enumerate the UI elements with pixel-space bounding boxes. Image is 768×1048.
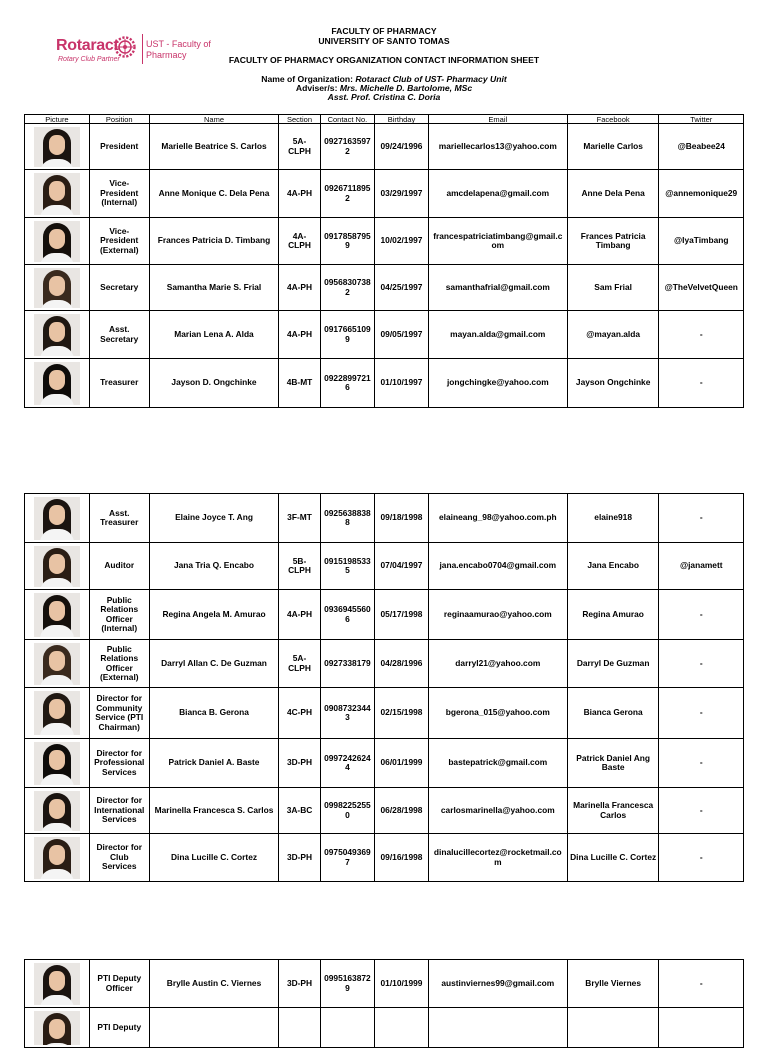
position-cell: Public Relations Officer (Internal) bbox=[89, 590, 149, 640]
facebook-cell[interactable]: Jayson Ongchinke bbox=[567, 359, 659, 408]
name-cell: Regina Angela M. Amurao bbox=[149, 590, 279, 640]
email-cell[interactable]: mariellecarlos13@yahoo.com bbox=[428, 124, 567, 170]
table-row bbox=[25, 960, 744, 1008]
position-cell: Director for Club Services bbox=[89, 834, 149, 882]
birthday-cell: 06/28/1998 bbox=[375, 788, 429, 834]
member-photo bbox=[34, 742, 80, 785]
birthday-cell: 02/15/1998 bbox=[375, 688, 429, 739]
section-cell: 4A-CLPH bbox=[279, 218, 320, 265]
email-cell[interactable]: dinalucillecortez@rocketmail.com bbox=[428, 834, 567, 882]
facebook-cell[interactable]: Regina Amurao bbox=[567, 590, 659, 640]
column-header: Contact No. bbox=[320, 115, 375, 124]
contact-cell: 09256388388 bbox=[320, 494, 375, 543]
twitter-cell[interactable]: @janamett bbox=[659, 543, 744, 590]
twitter-cell: - bbox=[659, 834, 744, 882]
table-row bbox=[25, 1008, 744, 1048]
contact-cell: 09178587959 bbox=[320, 218, 375, 265]
picture-cell bbox=[25, 590, 90, 640]
adviser-line-2 bbox=[0, 93, 768, 102]
table-row bbox=[25, 739, 744, 788]
name-cell: Marielle Beatrice S. Carlos bbox=[149, 124, 279, 170]
picture-cell bbox=[25, 739, 90, 788]
section-cell: 3D-PH bbox=[279, 739, 320, 788]
birthday-cell: 09/18/1998 bbox=[375, 494, 429, 543]
column-header: Twitter bbox=[659, 115, 744, 124]
contact-cell: 0927338179 bbox=[320, 640, 375, 688]
section-cell: 4A-PH bbox=[279, 265, 320, 311]
facebook-cell[interactable]: @mayan.alda bbox=[567, 311, 659, 359]
member-photo bbox=[34, 691, 80, 735]
birthday-cell: 04/28/1996 bbox=[375, 640, 429, 688]
email-cell[interactable]: austinviernes99@gmail.com bbox=[428, 960, 567, 1008]
org-name-label: Name of Organization: bbox=[261, 74, 353, 84]
picture-cell bbox=[25, 640, 90, 688]
member-photo bbox=[34, 791, 80, 831]
member-photo bbox=[34, 362, 80, 405]
facebook-cell[interactable]: Marielle Carlos bbox=[567, 124, 659, 170]
birthday-cell: 01/10/1997 bbox=[375, 359, 429, 408]
contact-cell: 09982252550 bbox=[320, 788, 375, 834]
contact-cell: 09271635972 bbox=[320, 124, 375, 170]
photo-face bbox=[49, 750, 65, 770]
birthday-cell bbox=[375, 1008, 429, 1048]
name-cell: Bianca B. Gerona bbox=[149, 688, 279, 739]
photo-face bbox=[49, 181, 65, 201]
contact-cell: 09087323443 bbox=[320, 688, 375, 739]
member-photo bbox=[34, 268, 80, 308]
photo-face bbox=[49, 276, 65, 296]
facebook-cell[interactable]: Dina Lucille C. Cortez bbox=[567, 834, 659, 882]
table-row bbox=[25, 543, 744, 590]
birthday-cell: 03/29/1997 bbox=[375, 170, 429, 218]
contact-cell: 09176651099 bbox=[320, 311, 375, 359]
photo-face bbox=[49, 699, 65, 719]
adviser-value: Mrs. Michelle D. Bartolome, MSc bbox=[339, 83, 473, 93]
twitter-cell: - bbox=[659, 688, 744, 739]
section-cell bbox=[279, 1008, 320, 1048]
name-cell: Darryl Allan C. De Guzman bbox=[149, 640, 279, 688]
section-cell: 3A-BC bbox=[279, 788, 320, 834]
name-cell: Frances Patricia D. Timbang bbox=[149, 218, 279, 265]
birthday-cell: 09/05/1997 bbox=[375, 311, 429, 359]
birthday-cell: 06/01/1999 bbox=[375, 739, 429, 788]
birthday-cell: 07/04/1997 bbox=[375, 543, 429, 590]
name-cell: Marinella Francesca S. Carlos bbox=[149, 788, 279, 834]
contact-cell: 09151985335 bbox=[320, 543, 375, 590]
table-row bbox=[25, 218, 744, 265]
twitter-cell: - bbox=[659, 311, 744, 359]
twitter-cell[interactable]: @IyaTimbang bbox=[659, 218, 744, 265]
column-header: Name bbox=[149, 115, 279, 124]
email-cell[interactable]: samanthafrial@gmail.com bbox=[428, 265, 567, 311]
facebook-cell[interactable]: Jana Encabo bbox=[567, 543, 659, 590]
section-cell: 4A-PH bbox=[279, 170, 320, 218]
section-cell: 3D-PH bbox=[279, 834, 320, 882]
position-cell: PTI Deputy bbox=[89, 1008, 149, 1048]
position-cell: Director for Professional Services bbox=[89, 739, 149, 788]
picture-cell bbox=[25, 170, 90, 218]
table-row bbox=[25, 640, 744, 688]
position-cell: Auditor bbox=[89, 543, 149, 590]
photo-face bbox=[49, 971, 65, 991]
member-photo bbox=[34, 221, 80, 262]
position-cell: Vice-President (Internal) bbox=[89, 170, 149, 218]
column-header: Picture bbox=[25, 115, 90, 124]
member-photo bbox=[34, 497, 80, 540]
section-cell: 4A-PH bbox=[279, 311, 320, 359]
facebook-cell[interactable]: Marinella Francesca Carlos bbox=[567, 788, 659, 834]
table-row bbox=[25, 170, 744, 218]
position-cell: Director for International Services bbox=[89, 788, 149, 834]
picture-cell bbox=[25, 788, 90, 834]
facebook-cell[interactable]: Brylle Viernes bbox=[567, 960, 659, 1008]
name-cell: Dina Lucille C. Cortez bbox=[149, 834, 279, 882]
header-faculty: FACULTY OF PHARMACY bbox=[331, 26, 437, 36]
name-cell: Elaine Joyce T. Ang bbox=[149, 494, 279, 543]
birthday-cell: 04/25/1997 bbox=[375, 265, 429, 311]
member-photo bbox=[34, 314, 80, 356]
officers-table-2 bbox=[24, 493, 744, 882]
position-cell: Asst. Secretary bbox=[89, 311, 149, 359]
logo-tagline: Rotary Club Partner bbox=[58, 56, 120, 63]
birthday-cell: 10/02/1997 bbox=[375, 218, 429, 265]
contact-cell: 09568307382 bbox=[320, 265, 375, 311]
email-cell[interactable]: jongchingke@yahoo.com bbox=[428, 359, 567, 408]
facebook-cell[interactable]: Bianca Gerona bbox=[567, 688, 659, 739]
position-cell: Director for Community Service (PTI Chairman) bbox=[89, 688, 149, 739]
email-cell[interactable]: francespatriciatimbang@gmail.com bbox=[428, 218, 567, 265]
birthday-cell: 05/17/1998 bbox=[375, 590, 429, 640]
column-header: Section bbox=[279, 115, 320, 124]
email-cell bbox=[428, 1008, 567, 1048]
member-photo bbox=[34, 643, 80, 685]
birthday-cell: 09/24/1996 bbox=[375, 124, 429, 170]
facebook-cell[interactable]: elaine918 bbox=[567, 494, 659, 543]
email-cell[interactable]: bastepatrick@gmail.com bbox=[428, 739, 567, 788]
twitter-cell: - bbox=[659, 960, 744, 1008]
twitter-cell: - bbox=[659, 640, 744, 688]
facebook-cell[interactable]: Patrick Daniel Ang Baste bbox=[567, 739, 659, 788]
email-cell[interactable]: mayan.alda@gmail.com bbox=[428, 311, 567, 359]
name-cell bbox=[149, 1008, 279, 1048]
position-cell: Vice-President (External) bbox=[89, 218, 149, 265]
contact-cell: 09369455606 bbox=[320, 590, 375, 640]
section-cell: 4A-PH bbox=[279, 590, 320, 640]
name-cell: Jayson D. Ongchinke bbox=[149, 359, 279, 408]
table-row bbox=[25, 359, 744, 408]
section-cell: 3D-PH bbox=[279, 960, 320, 1008]
photo-face bbox=[49, 651, 65, 671]
logo-faculty: UST - Faculty of Pharmacy bbox=[146, 39, 211, 60]
photo-face bbox=[49, 601, 65, 621]
picture-cell bbox=[25, 359, 90, 408]
twitter-cell: - bbox=[659, 788, 744, 834]
member-photo bbox=[34, 593, 80, 637]
picture-cell bbox=[25, 1008, 90, 1048]
officers-table-3 bbox=[24, 959, 744, 1048]
position-cell: Secretary bbox=[89, 265, 149, 311]
birthday-cell: 01/10/1999 bbox=[375, 960, 429, 1008]
picture-cell bbox=[25, 218, 90, 265]
member-photo bbox=[34, 963, 80, 1005]
contact-cell bbox=[320, 1008, 375, 1048]
picture-cell bbox=[25, 543, 90, 590]
section-cell: 4B-MT bbox=[279, 359, 320, 408]
header-university: UNIVERSITY OF SANTO TOMAS bbox=[318, 36, 450, 46]
section-cell: 5A-CLPH bbox=[279, 640, 320, 688]
email-cell[interactable]: amcdelapena@gmail.com bbox=[428, 170, 567, 218]
contact-cell: 09972426244 bbox=[320, 739, 375, 788]
picture-cell bbox=[25, 834, 90, 882]
picture-cell bbox=[25, 265, 90, 311]
member-photo bbox=[34, 1011, 80, 1045]
photo-face bbox=[49, 554, 65, 574]
photo-face bbox=[49, 1019, 65, 1039]
adviser-label: Adviser/s: bbox=[295, 83, 338, 93]
photo-face bbox=[49, 135, 65, 155]
twitter-cell[interactable]: @TheVelvetQueen bbox=[659, 265, 744, 311]
table-row bbox=[25, 788, 744, 834]
section-cell: 5A-CLPH bbox=[279, 124, 320, 170]
position-cell: Treasurer bbox=[89, 359, 149, 408]
section-cell: 5B-CLPH bbox=[279, 543, 320, 590]
column-header: Birthday bbox=[375, 115, 429, 124]
table-row bbox=[25, 311, 744, 359]
email-cell[interactable]: jana.encabo0704@gmail.com bbox=[428, 543, 567, 590]
section-cell: 3F-MT bbox=[279, 494, 320, 543]
photo-face bbox=[49, 322, 65, 342]
name-cell: Patrick Daniel A. Baste bbox=[149, 739, 279, 788]
photo-face bbox=[49, 505, 65, 525]
header-sheet-title: FACULTY OF PHARMACY ORGANIZATION CONTACT INFORMATION SHEET bbox=[228, 55, 540, 65]
facebook-cell bbox=[567, 1008, 659, 1048]
photo-face bbox=[49, 370, 65, 390]
position-cell: Asst. Treasurer bbox=[89, 494, 149, 543]
member-photo bbox=[34, 546, 80, 587]
table-row bbox=[25, 834, 744, 882]
facebook-cell[interactable]: Sam Frial bbox=[567, 265, 659, 311]
twitter-cell: - bbox=[659, 590, 744, 640]
photo-face bbox=[49, 229, 65, 249]
picture-cell bbox=[25, 311, 90, 359]
picture-cell bbox=[25, 124, 90, 170]
member-photo bbox=[34, 837, 80, 879]
twitter-cell: - bbox=[659, 494, 744, 543]
position-cell: Public Relations Officer (External) bbox=[89, 640, 149, 688]
facebook-cell[interactable]: Frances Patricia Timbang bbox=[567, 218, 659, 265]
member-photo bbox=[34, 127, 80, 167]
contact-cell: 09228997216 bbox=[320, 359, 375, 408]
officers-table-1 bbox=[24, 114, 744, 408]
email-cell[interactable]: bgerona_015@yahoo.com bbox=[428, 688, 567, 739]
email-cell[interactable]: carlosmarinella@yahoo.com bbox=[428, 788, 567, 834]
twitter-cell[interactable]: @Beabee24 bbox=[659, 124, 744, 170]
table-row bbox=[25, 494, 744, 543]
twitter-cell: - bbox=[659, 739, 744, 788]
position-cell: President bbox=[89, 124, 149, 170]
logo-brand: Rotaract bbox=[56, 37, 119, 54]
position-cell: PTI Deputy Officer bbox=[89, 960, 149, 1008]
org-name-value: Rotaract Club of UST- Pharmacy Unit bbox=[355, 74, 507, 84]
adviser2-value: Asst. Prof. Cristina C. Doria bbox=[327, 92, 441, 102]
column-header: Facebook bbox=[567, 115, 659, 124]
facebook-cell[interactable]: Darryl De Guzman bbox=[567, 640, 659, 688]
photo-face bbox=[49, 845, 65, 865]
twitter-cell bbox=[659, 1008, 744, 1048]
name-cell: Anne Monique C. Dela Pena bbox=[149, 170, 279, 218]
name-cell: Brylle Austin C. Viernes bbox=[149, 960, 279, 1008]
picture-cell bbox=[25, 960, 90, 1008]
column-header: Email bbox=[428, 115, 567, 124]
email-cell[interactable]: elaineang_98@yahoo.com.ph bbox=[428, 494, 567, 543]
facebook-cell[interactable]: Anne Dela Pena bbox=[567, 170, 659, 218]
column-header: Position bbox=[89, 115, 149, 124]
member-photo bbox=[34, 173, 80, 215]
contact-cell: 09267118952 bbox=[320, 170, 375, 218]
contact-cell: 09951638729 bbox=[320, 960, 375, 1008]
name-cell: Jana Tria Q. Encabo bbox=[149, 543, 279, 590]
table-header-row bbox=[25, 115, 744, 124]
email-cell[interactable]: darryl21@yahoo.com bbox=[428, 640, 567, 688]
twitter-cell[interactable]: @annemonique29 bbox=[659, 170, 744, 218]
table-row bbox=[25, 124, 744, 170]
table-row bbox=[25, 590, 744, 640]
contact-cell: 09750493697 bbox=[320, 834, 375, 882]
picture-cell bbox=[25, 688, 90, 739]
name-cell: Samantha Marie S. Frial bbox=[149, 265, 279, 311]
table-row bbox=[25, 265, 744, 311]
photo-face bbox=[49, 799, 65, 819]
section-cell: 4C-PH bbox=[279, 688, 320, 739]
picture-cell bbox=[25, 494, 90, 543]
name-cell: Marian Lena A. Alda bbox=[149, 311, 279, 359]
twitter-cell: - bbox=[659, 359, 744, 408]
birthday-cell: 09/16/1998 bbox=[375, 834, 429, 882]
table-row bbox=[25, 688, 744, 739]
email-cell[interactable]: reginaamurao@yahoo.com bbox=[428, 590, 567, 640]
